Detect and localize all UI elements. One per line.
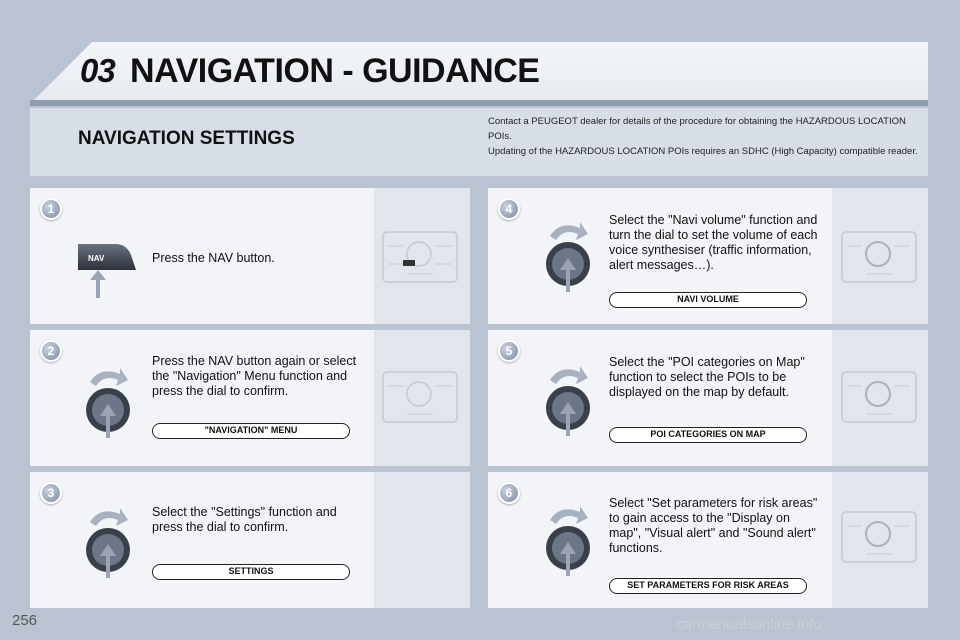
watermark: carmanualsonline.info (676, 616, 822, 633)
step-3-badge: 3 (40, 482, 62, 504)
dial-icon (76, 364, 140, 440)
step-2-badge: 2 (40, 340, 62, 362)
info-line-1: Contact a PEUGEOT dealer for details of the procedure for obtaining the HAZARDOUS LOCATION POIs. (488, 116, 906, 142)
step-4-text: Select the "Navi volume" function and turn the dial to set the volume of each voice synthesiser (traffic information, alert messages…). (609, 213, 818, 272)
step-1-badge: 1 (40, 198, 62, 220)
page-number: 256 (12, 612, 38, 629)
radio-unit-icon (840, 506, 918, 572)
page-title: NAVIGATION - GUIDANCE (130, 52, 540, 90)
dial-icon (536, 218, 600, 294)
radio-unit-icon (840, 226, 918, 292)
header-stripe (30, 100, 928, 106)
radio-unit-icon (840, 366, 918, 432)
chapter-number: 03 (80, 52, 115, 89)
menu-item-risk-areas: SET PARAMETERS FOR RISK AREAS (609, 578, 807, 594)
step-4-badge: 4 (498, 198, 520, 220)
radio-unit-icon (381, 226, 459, 292)
step-3-text: Select the "Settings" function and press the dial to confirm. (152, 505, 337, 534)
nav-button-label: NAV (88, 254, 105, 263)
step-6-text: Select "Set parameters for risk areas" to gain access to the "Display on map", "Visual alert" and "Sound alert" functions. (609, 496, 818, 555)
menu-item-poi-categories: POI CATEGORIES ON MAP (609, 427, 807, 443)
info-line-2: Updating of the HAZARDOUS LOCATION POIs requires an SDHC (High Capacity) compatible reader. (488, 146, 918, 157)
dial-icon (536, 502, 600, 578)
nav-button-icon (70, 236, 150, 300)
menu-item-settings: SETTINGS (152, 564, 350, 580)
menu-item-navigation: "NAVIGATION" MENU (152, 423, 350, 439)
dial-icon (536, 362, 600, 438)
dial-icon (76, 504, 140, 580)
step-5-badge: 5 (498, 340, 520, 362)
step-6-badge: 6 (498, 482, 520, 504)
radio-unit-icon (381, 366, 459, 432)
step-5-text: Select the "POI categories on Map" function to select the POIs to be displayed on the map by default. (609, 355, 805, 399)
menu-item-navi-volume: NAVI VOLUME (609, 292, 807, 308)
section-title: NAVIGATION SETTINGS (78, 128, 295, 149)
info-note (488, 114, 918, 159)
step-1-text: Press the NAV button. (152, 251, 275, 265)
step-2-text: Press the NAV button again or select the "Navigation" Menu function and press the dial to confirm. (152, 354, 357, 398)
